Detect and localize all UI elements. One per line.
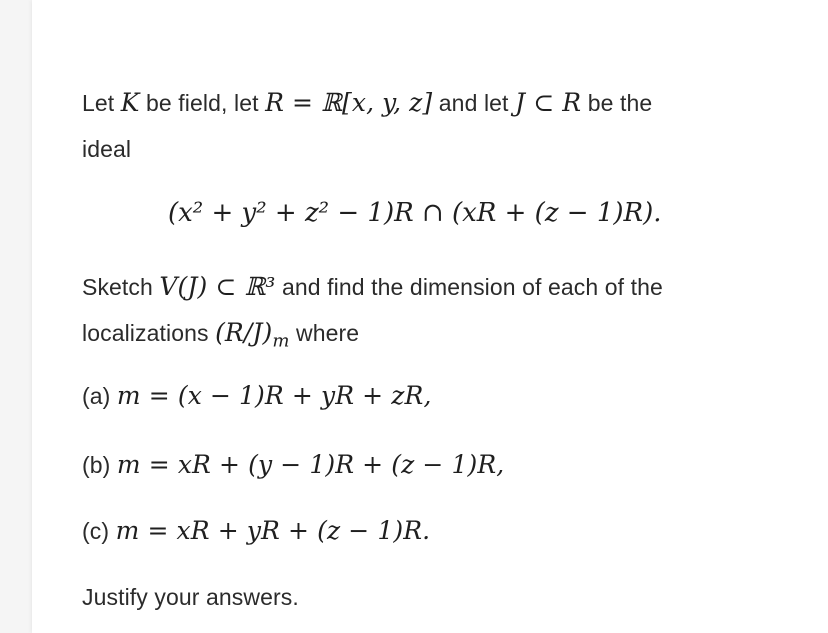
localization-text-1: localizations <box>82 320 216 346</box>
math-ideal-def: J ⊂ R <box>515 88 582 117</box>
sketch-line <box>82 272 663 301</box>
math-variety: V(J) ⊂ ℝ³ <box>159 272 276 301</box>
localization-text-2: where <box>289 320 360 346</box>
part-c-label: (c) <box>82 518 116 544</box>
math-ring-def: R = ℝ[x, y, z] <box>265 88 433 117</box>
part-c-expr: m = xR + yR + (z − 1)R. <box>115 516 431 545</box>
part-c <box>82 516 430 545</box>
math-K: K <box>120 88 140 117</box>
math-localization: (R/J) <box>215 318 273 347</box>
closing-line: Justify your answers. <box>82 584 299 610</box>
localization-line <box>82 318 359 352</box>
intro-line <box>82 88 652 117</box>
math-localization-sub: m <box>272 330 290 352</box>
part-b-label: (b) <box>82 452 117 478</box>
display-equation: (x² + y² + z² − 1)R ∩ (xR + (z − 1)R). <box>168 198 662 228</box>
intro-text-1: Let <box>82 90 121 116</box>
intro-text-4: be the <box>581 90 653 116</box>
intro-text-3: and let <box>432 90 516 116</box>
part-b-expr: m = xR + (y − 1)R + (z − 1)R, <box>116 450 505 479</box>
sketch-text-2: and find the dimension of each of the <box>275 274 663 300</box>
ideal-word: ideal <box>82 136 132 162</box>
part-a-expr: m = (x − 1)R + yR + zR, <box>116 381 432 410</box>
part-a <box>82 381 432 410</box>
part-a-label: (a) <box>82 383 117 409</box>
part-b <box>82 450 504 479</box>
intro-text-2: be field, let <box>139 90 266 116</box>
sketch-text-1: Sketch <box>82 274 160 300</box>
